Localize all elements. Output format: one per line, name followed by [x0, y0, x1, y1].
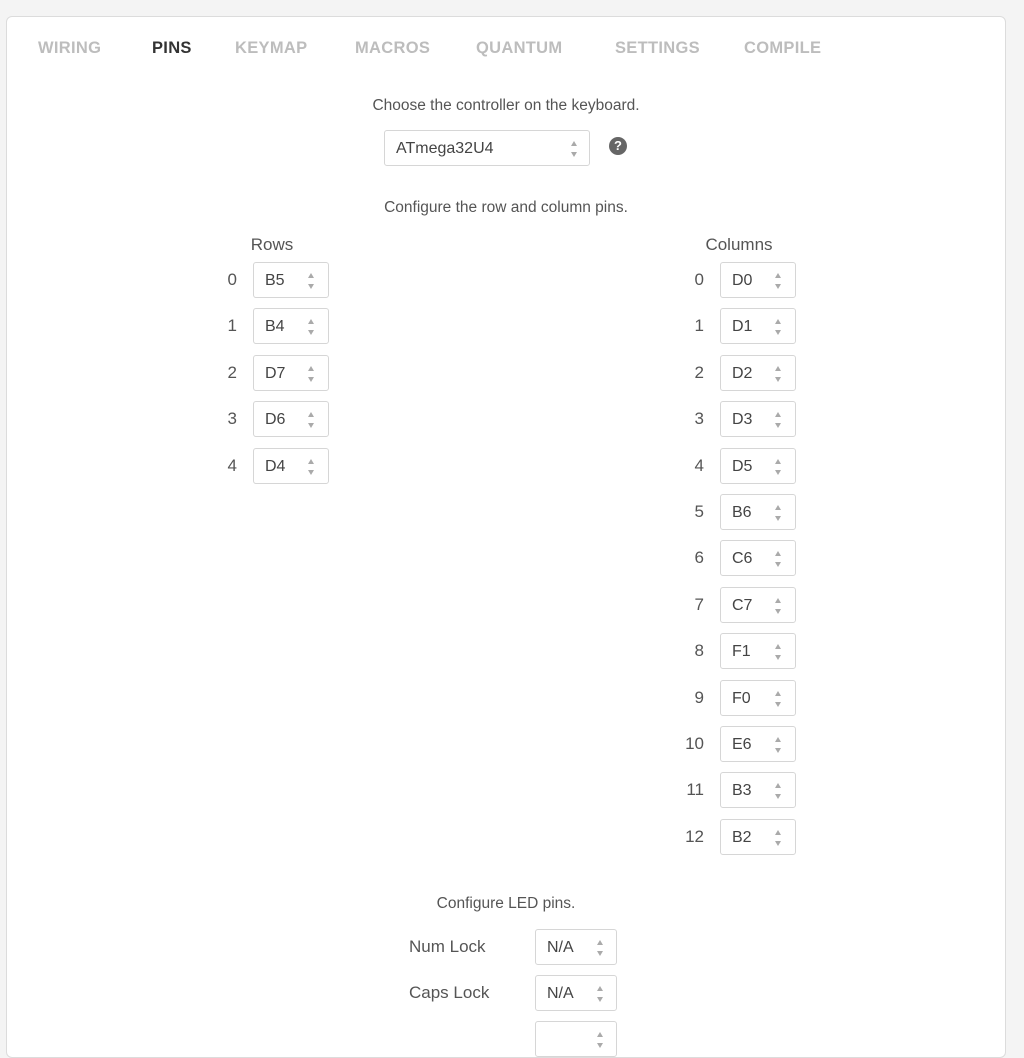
- tab-bar: [7, 17, 1005, 77]
- select-arrows-icon: [775, 505, 783, 521]
- column-pin-index: 3: [694, 409, 704, 429]
- row-pin-value: B5: [265, 272, 285, 289]
- column-pin-value: B2: [732, 828, 752, 846]
- column-pin-value: F0: [732, 689, 751, 707]
- column-pin-index: 10: [685, 734, 704, 753]
- column-pin-select[interactable]: [720, 401, 796, 437]
- column-pin-index: 4: [694, 455, 704, 475]
- row-pin-value: D6: [265, 411, 286, 429]
- column-pin-index: 12: [685, 826, 704, 846]
- column-pin-index: 7: [694, 594, 704, 614]
- column-pin-select[interactable]: [720, 262, 796, 298]
- column-pin-index: 0: [694, 270, 704, 289]
- row-pin-select[interactable]: [253, 355, 329, 391]
- tab-pins[interactable]: PINS: [152, 39, 192, 57]
- select-arrows-icon: [775, 459, 783, 475]
- led-pin-select[interactable]: [535, 1021, 617, 1057]
- row-pin-select[interactable]: [253, 401, 329, 437]
- select-arrows-icon: [597, 1032, 605, 1048]
- column-pin-index: 11: [686, 780, 704, 800]
- controller-select[interactable]: [384, 130, 590, 166]
- column-pin-select[interactable]: [720, 633, 796, 669]
- tab-compile[interactable]: COMPILE: [744, 39, 822, 57]
- column-pin-select[interactable]: [720, 308, 796, 344]
- select-arrows-icon: [775, 598, 783, 614]
- select-arrows-icon: [775, 366, 783, 382]
- column-pin-index: 8: [694, 641, 704, 661]
- select-arrows-icon: [597, 940, 605, 956]
- column-pin-select[interactable]: [720, 448, 796, 484]
- column-pin-index: 2: [694, 362, 704, 382]
- column-pin-select[interactable]: [720, 819, 796, 855]
- led-pin-value: N/A: [547, 939, 574, 956]
- tab-macros[interactable]: MACROS: [355, 39, 431, 57]
- question-circle-icon[interactable]: ?: [609, 137, 627, 155]
- column-pin-index: 9: [694, 687, 704, 707]
- row-pin-value: D4: [265, 457, 286, 475]
- column-pin-value: C6: [732, 550, 753, 568]
- select-arrows-icon: [775, 319, 783, 335]
- row-pin-index: 4: [227, 455, 237, 475]
- led-pin-select[interactable]: [535, 929, 617, 965]
- select-arrows-icon: [308, 366, 316, 382]
- led-prompt: Configure LED pins.: [436, 895, 576, 912]
- column-pin-value: B3: [732, 782, 752, 800]
- select-arrows-icon: [775, 412, 783, 428]
- column-pin-select[interactable]: [720, 540, 796, 576]
- column-pin-select[interactable]: [720, 680, 796, 716]
- select-arrows-icon: [308, 319, 316, 335]
- tab-keymap[interactable]: KEYMAP: [235, 39, 308, 57]
- select-arrows-icon: [308, 412, 316, 428]
- select-arrows-icon: [775, 783, 783, 799]
- row-pin-select[interactable]: [253, 262, 329, 298]
- select-arrows-icon: [775, 691, 783, 707]
- tab-quantum[interactable]: QUANTUM: [476, 39, 563, 57]
- tab-wiring[interactable]: WIRING: [38, 39, 102, 57]
- column-pin-value: C7: [732, 596, 753, 614]
- row-pin-value: D7: [265, 364, 286, 382]
- column-pin-value: D0: [732, 272, 753, 289]
- row-pin-index: 3: [227, 409, 237, 429]
- main-panel: [6, 16, 1006, 1058]
- column-pin-select[interactable]: [720, 494, 796, 530]
- led-label: [409, 1021, 519, 1057]
- column-pin-value: F1: [732, 643, 751, 661]
- led-label: Num Lock: [409, 937, 486, 956]
- column-pin-index: 1: [694, 316, 704, 336]
- select-arrows-icon: [775, 644, 783, 660]
- led-pin-select[interactable]: [535, 975, 617, 1011]
- columns-heading: Columns: [705, 235, 773, 254]
- led-pin-value: N/A: [547, 985, 574, 1002]
- select-arrows-icon: [308, 459, 316, 475]
- row-pin-value: B4: [265, 318, 285, 336]
- column-pin-index: 5: [694, 502, 704, 521]
- pins-prompt: Configure the row and column pins.: [384, 199, 628, 216]
- column-pin-value: D2: [732, 364, 753, 382]
- select-arrows-icon: [775, 737, 783, 753]
- row-pin-select[interactable]: [253, 308, 329, 344]
- column-pin-select[interactable]: [720, 772, 796, 808]
- column-pin-select[interactable]: [720, 726, 796, 762]
- column-pin-value: D5: [732, 457, 753, 475]
- select-arrows-icon: [571, 141, 579, 157]
- row-pin-index: 1: [227, 316, 237, 336]
- row-pin-index: 0: [227, 270, 237, 289]
- select-arrows-icon: [775, 830, 783, 846]
- select-arrows-icon: [308, 273, 316, 289]
- column-pin-value: D1: [732, 318, 753, 336]
- select-arrows-icon: [775, 551, 783, 567]
- row-pin-select[interactable]: [253, 448, 329, 484]
- tab-settings[interactable]: SETTINGS: [615, 39, 700, 57]
- controller-select-value: ATmega32U4: [396, 140, 494, 157]
- column-pin-select[interactable]: [720, 355, 796, 391]
- column-pin-index: 6: [694, 548, 704, 568]
- column-pin-value: E6: [732, 736, 752, 753]
- select-arrows-icon: [775, 273, 783, 289]
- controller-prompt: Choose the controller on the keyboard.: [372, 97, 640, 114]
- column-pin-select[interactable]: [720, 587, 796, 623]
- select-arrows-icon: [597, 986, 605, 1002]
- column-pin-value: D3: [732, 411, 753, 429]
- led-label: Caps Lock: [409, 983, 490, 1002]
- row-pin-index: 2: [227, 362, 237, 382]
- column-pin-value: B6: [732, 504, 752, 521]
- rows-heading: Rows: [250, 235, 294, 254]
